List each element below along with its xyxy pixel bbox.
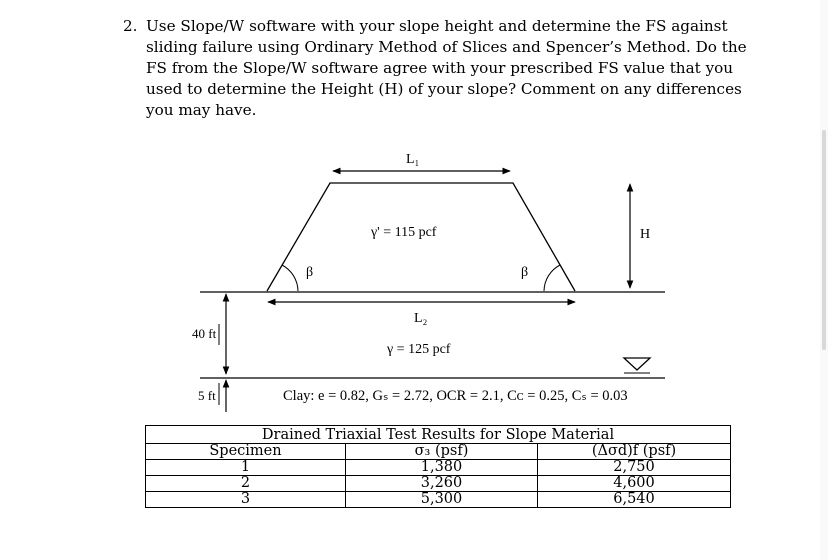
clay-properties: Clay: e = 0.82, Gₛ = 2.72, OCR = 2.1, Cᴄ = 0.25, Cₛ = 0.03 bbox=[283, 388, 628, 404]
deviator-cell: 2,750 bbox=[538, 460, 731, 476]
table-row bbox=[146, 492, 731, 508]
specimen-cell: 3 bbox=[146, 492, 346, 508]
clay-depth-label: 40 ft bbox=[192, 326, 217, 341]
sigma3-cell: 3,260 bbox=[346, 476, 538, 492]
water-depth-label: 5 ft bbox=[198, 388, 216, 403]
left-angle-label: β bbox=[306, 265, 314, 280]
question-number: 2. bbox=[123, 17, 138, 35]
bottom-length-label: L₂ bbox=[414, 311, 428, 326]
height-label: H bbox=[640, 227, 651, 242]
sigma3-cell: 1,380 bbox=[346, 460, 538, 476]
top-length-label: L₁ bbox=[406, 152, 420, 167]
table-header-row bbox=[146, 444, 731, 460]
header-sigma3: σ₃ (psf) bbox=[346, 444, 538, 460]
deviator-cell: 4,600 bbox=[538, 476, 731, 492]
sigma3-cell: 5,300 bbox=[346, 492, 538, 508]
table-title: Drained Triaxial Test Results for Slope Material bbox=[146, 426, 731, 444]
right-angle-arc bbox=[544, 265, 560, 291]
table-row bbox=[146, 476, 731, 492]
question-text: Use Slope/W software with your slope height and determine the FS against sliding failure using Ordinary Method of Slices and Spencer’s Method. Do the FS from the Slope/W software agree with your prescribed FS value that you used to determine the Height (H) of your slope? Comment on any differences you may have. bbox=[146, 17, 747, 119]
left-angle-arc bbox=[282, 265, 298, 291]
table-title-row bbox=[146, 426, 731, 444]
foundation-unit-weight: γ = 125 pcf bbox=[387, 342, 451, 357]
table-row bbox=[146, 460, 731, 476]
water-table-symbol bbox=[624, 358, 650, 370]
specimen-cell: 2 bbox=[146, 476, 346, 492]
fill-unit-weight: γ' = 115 pcf bbox=[371, 225, 437, 240]
header-specimen: Specimen bbox=[146, 444, 346, 460]
deviator-cell: 6,540 bbox=[538, 492, 731, 508]
triaxial-results-table bbox=[145, 425, 731, 508]
header-deviator-stress: (Δσd)f (psf) bbox=[538, 444, 731, 460]
specimen-cell: 1 bbox=[146, 460, 346, 476]
right-angle-label: β bbox=[521, 265, 529, 280]
